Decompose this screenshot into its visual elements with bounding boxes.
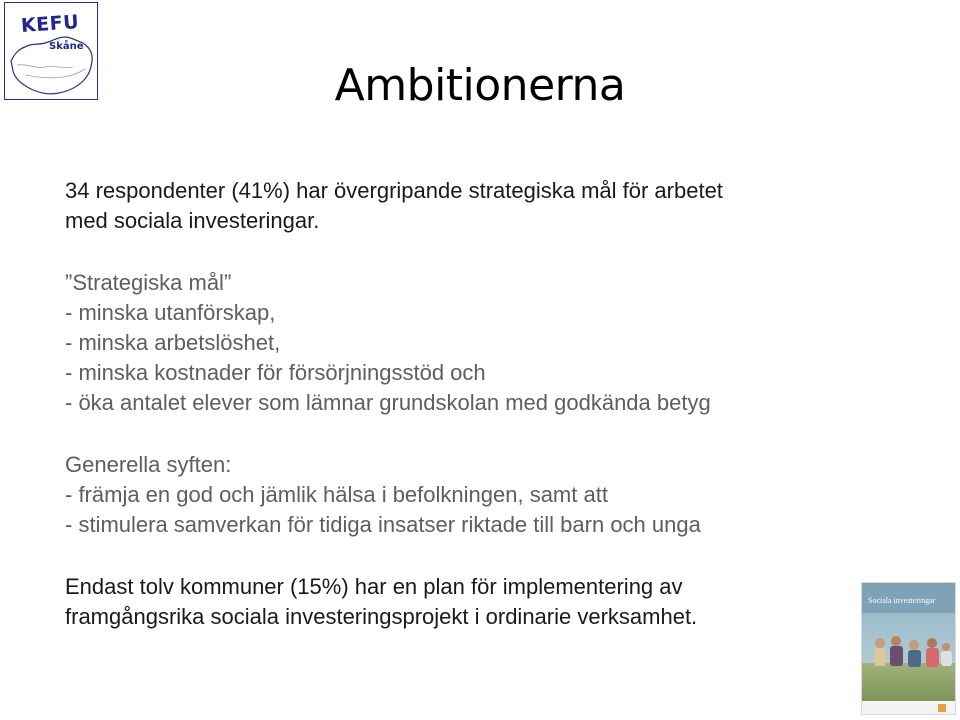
general-item: - främja en god och jämlik hälsa i befolkningen, samt att (65, 482, 608, 507)
strategic-item: - minska arbetslöshet, (65, 330, 281, 355)
intro-paragraph (65, 176, 885, 236)
slide-title: Ambitionerna (334, 60, 626, 111)
intro-line: 34 respondenter (41%) har övergripande strategiska mål för arbetet (65, 178, 723, 203)
strategic-item: - öka antalet elever som lämnar grundskolan med godkända betyg (65, 390, 711, 415)
intro-line: med sociala investeringar. (65, 208, 320, 233)
slide-body (65, 176, 885, 632)
general-heading: Generella syften: (65, 452, 232, 477)
general-item: - stimulera samverkan för tidiga insatser riktade till barn och unga (65, 512, 701, 537)
conclusion-paragraph (65, 572, 885, 632)
strategic-item: - minska utanförskap, (65, 300, 276, 325)
strategic-item: - minska kostnader för försörjningsstöd och (65, 360, 486, 385)
general-purposes (65, 450, 885, 540)
logo-name: KEFU (20, 11, 80, 37)
cover-title: Sociala investeringar (868, 596, 936, 605)
logo-region: Skåne (49, 41, 84, 52)
conclusion-line: framgångsrika sociala investeringsprojekt i ordinarie verksamhet. (65, 604, 698, 629)
conclusion-line: Endast tolv kommuner (15%) har en plan för implementering av (65, 574, 683, 599)
report-cover-image (861, 582, 956, 715)
strategic-heading: ”Strategiska mål” (65, 270, 232, 295)
strategic-goals (65, 268, 885, 418)
